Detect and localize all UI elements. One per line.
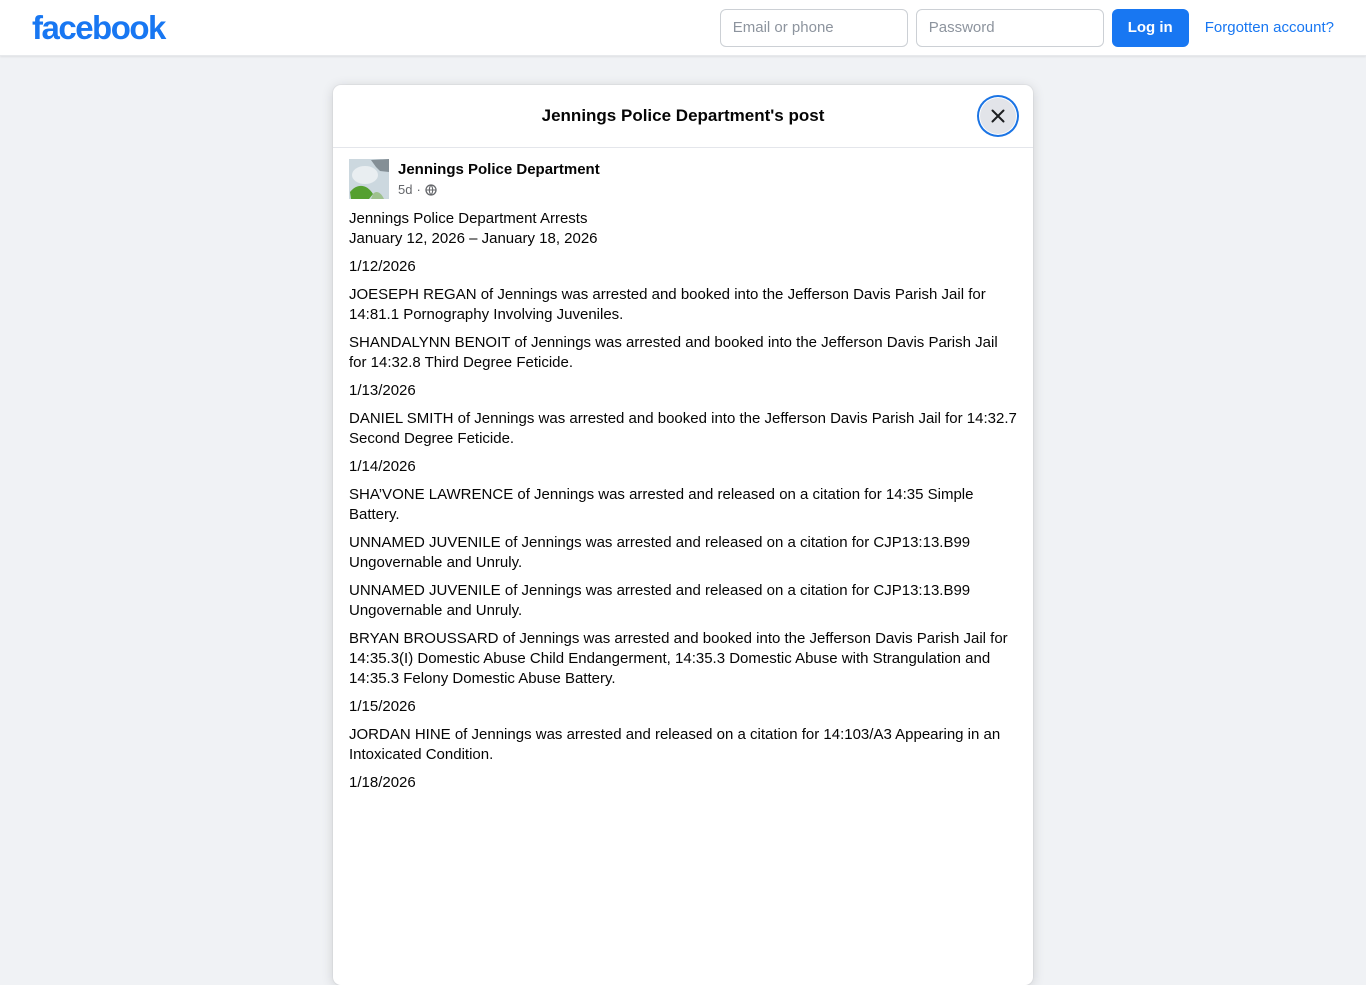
- post-paragraph: UNNAMED JUVENILE of Jennings was arrested and released on a citation for CJP13:13.B99 Ungovernable and Unruly.: [349, 534, 971, 571]
- post-paragraph: UNNAMED JUVENILE of Jennings was arrested and released on a citation for CJP13:13.B99 Ungovernable and Unruly.: [349, 582, 971, 619]
- post-header: [349, 159, 1017, 199]
- timestamp-link[interactable]: 5d: [398, 182, 413, 197]
- post-paragraph: 1/12/2026: [349, 258, 416, 275]
- facebook-logo[interactable]: facebook: [32, 9, 165, 46]
- post-paragraph: SHA’VONE LAWRENCE of Jennings was arrested and released on a citation for 14:35 Simple Battery.: [349, 486, 974, 523]
- post-paragraph: 1/13/2026: [349, 382, 416, 399]
- post-header-text: [398, 159, 600, 198]
- meta-separator: ·: [416, 182, 421, 197]
- post-paragraph: 1/15/2026: [349, 698, 416, 715]
- login-form: [720, 9, 1334, 47]
- post-meta: [398, 181, 600, 198]
- post-paragraph: SHANDALYNN BENOIT of Jennings was arrested and booked into the Jefferson Davis Parish Jail for 14:32.8 Third Degree Feticide.: [349, 334, 998, 371]
- close-icon: [989, 107, 1007, 125]
- post-paragraph: JORDAN HINE of Jennings was arrested and released on a citation for 14:103/A3 Appearing in an Intoxicated Condition.: [349, 726, 1001, 763]
- close-button[interactable]: [980, 98, 1016, 134]
- post-paragraph: 1/14/2026: [349, 458, 416, 475]
- modal-title: Jennings Police Department's post: [541, 106, 825, 125]
- forgotten-account-link[interactable]: Forgotten account?: [1204, 19, 1334, 36]
- post-paragraph: 1/18/2026: [349, 774, 416, 791]
- post-paragraph: JOESEPH REGAN of Jennings was arrested and booked into the Jefferson Davis Parish Jail for 14:81.1 Pornography Involving Juveniles.: [349, 286, 986, 323]
- post-modal: [333, 85, 1033, 985]
- post: [333, 148, 1033, 809]
- password-field[interactable]: [916, 9, 1104, 47]
- author-name-link[interactable]: Jennings Police Department: [398, 161, 600, 178]
- top-navigation-bar: [0, 0, 1366, 56]
- login-button[interactable]: Log in: [1112, 9, 1189, 47]
- avatar[interactable]: [349, 159, 389, 199]
- email-field[interactable]: [720, 9, 908, 47]
- post-paragraph: BRYAN BROUSSARD of Jennings was arrested and booked into the Jefferson Davis Parish Jail for 14:35.3(I) Domestic Abuse Child Endangerment, 14:35.3 Domestic Abuse with Strangulation and 14:35.3 Felony Domestic Abuse Battery.: [349, 630, 1008, 687]
- globe-icon: [425, 184, 437, 196]
- modal-header: [333, 85, 1033, 148]
- post-paragraph: Jennings Police Department Arrests January 12, 2026 – January 18, 2026: [349, 210, 598, 247]
- post-body: [349, 209, 1017, 793]
- post-paragraph: DANIEL SMITH of Jennings was arrested and booked into the Jefferson Davis Parish Jail for 14:32.7 Second Degree Feticide.: [349, 410, 1017, 447]
